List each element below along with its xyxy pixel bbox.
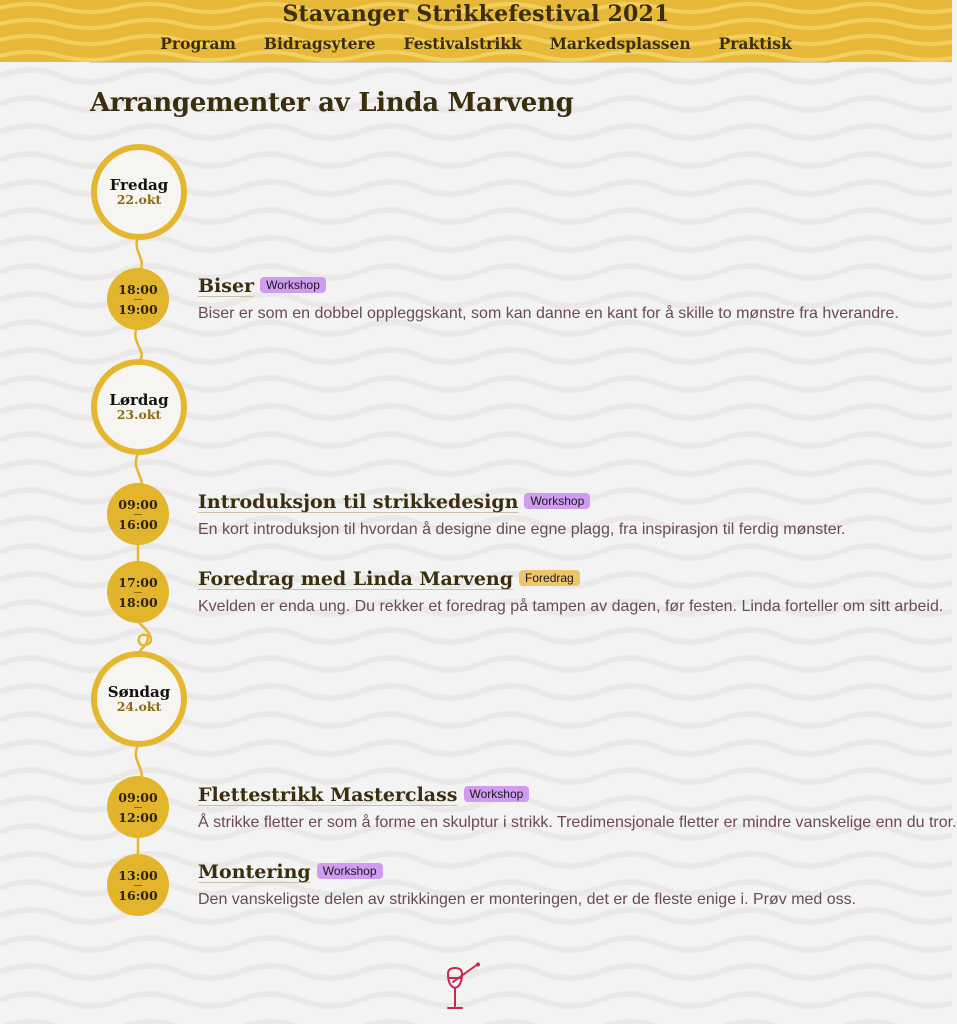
glass-with-needle-icon[interactable] — [440, 962, 484, 1016]
nav-program[interactable]: Program — [160, 34, 236, 53]
event-description: Den vanskeligste delen av strikkingen er monteringen, det er de fleste enige i. Prøv med oss. — [198, 891, 857, 908]
nav-praktisk[interactable]: Praktisk — [718, 34, 792, 53]
event-description: Kvelden er enda ung. Du rekker et foredrag på tampen av dagen, før festen. Linda forteller om sitt arbeid. — [198, 598, 944, 615]
event-title-link[interactable]: Flettestrikk Masterclass — [198, 784, 458, 806]
event-introduksjon — [198, 491, 846, 539]
event-description: Biser er som en dobbel oppleggskant, som kan danne en kant for å skille to mønstre fra hverandre. — [198, 305, 899, 322]
main-nav — [0, 34, 952, 54]
event-title-link[interactable]: Montering — [198, 861, 311, 883]
time-circle — [107, 561, 169, 623]
nav-markedsplassen[interactable]: Markedsplassen — [549, 34, 691, 53]
event-title-link[interactable]: Introduksjon til strikkedesign — [198, 491, 519, 513]
site-title[interactable]: Stavanger Strikkefestival 2021 — [282, 1, 670, 27]
day-name: Søndag — [107, 683, 171, 701]
day-date: 22.okt — [116, 192, 162, 207]
time-end: 16:00 — [118, 516, 158, 532]
event-title-link[interactable]: Biser — [198, 275, 255, 297]
time-end: 18:00 — [118, 594, 158, 610]
time-circle — [107, 483, 169, 545]
time-circle — [107, 268, 169, 330]
day-date: 24.okt — [116, 699, 162, 714]
day-circle-sondag — [91, 651, 187, 747]
time-end: 16:00 — [118, 887, 158, 903]
event-type-badge: Foredrag — [519, 570, 580, 586]
day-name: Fredag — [109, 176, 169, 194]
event-foredrag — [198, 568, 944, 616]
event-title-link[interactable]: Foredrag med Linda Marveng — [198, 568, 514, 590]
event-type-badge: Workshop — [524, 493, 590, 509]
day-circle-fredag — [91, 144, 187, 240]
event-biser — [198, 275, 899, 323]
header-divider — [90, 62, 831, 63]
time-start: 09:00 — [118, 789, 158, 805]
page-title: Arrangementer av Linda Marveng — [90, 88, 574, 118]
day-date: 23.okt — [116, 407, 162, 422]
time-end: 12:00 — [118, 809, 158, 825]
event-description: En kort introduksjon til hvordan å designe dine egne plagg, fra inspirasjon til ferdig mønster. — [198, 521, 846, 538]
time-start: 09:00 — [118, 496, 158, 512]
event-type-badge: Workshop — [464, 786, 530, 802]
time-end: 19:00 — [118, 301, 158, 317]
time-start: 13:00 — [118, 867, 158, 883]
event-type-badge: Workshop — [317, 863, 383, 879]
site-header — [0, 0, 952, 62]
day-name: Lørdag — [109, 391, 169, 409]
time-circle — [107, 776, 169, 838]
event-type-badge: Workshop — [260, 277, 326, 293]
nav-bidragsytere[interactable]: Bidragsytere — [263, 34, 376, 53]
event-flettestrikk — [198, 784, 957, 832]
event-description: Å strikke fletter er som å forme en skulptur i strikk. Tredimensjonale fletter er mindre vanskelige enn du tror. — [198, 814, 957, 831]
time-start: 18:00 — [118, 281, 158, 297]
time-circle — [107, 854, 169, 916]
time-start: 17:00 — [118, 574, 158, 590]
day-circle-lordag — [91, 359, 187, 455]
nav-festivalstrikk[interactable]: Festivalstrikk — [403, 34, 522, 53]
event-montering — [198, 861, 857, 909]
